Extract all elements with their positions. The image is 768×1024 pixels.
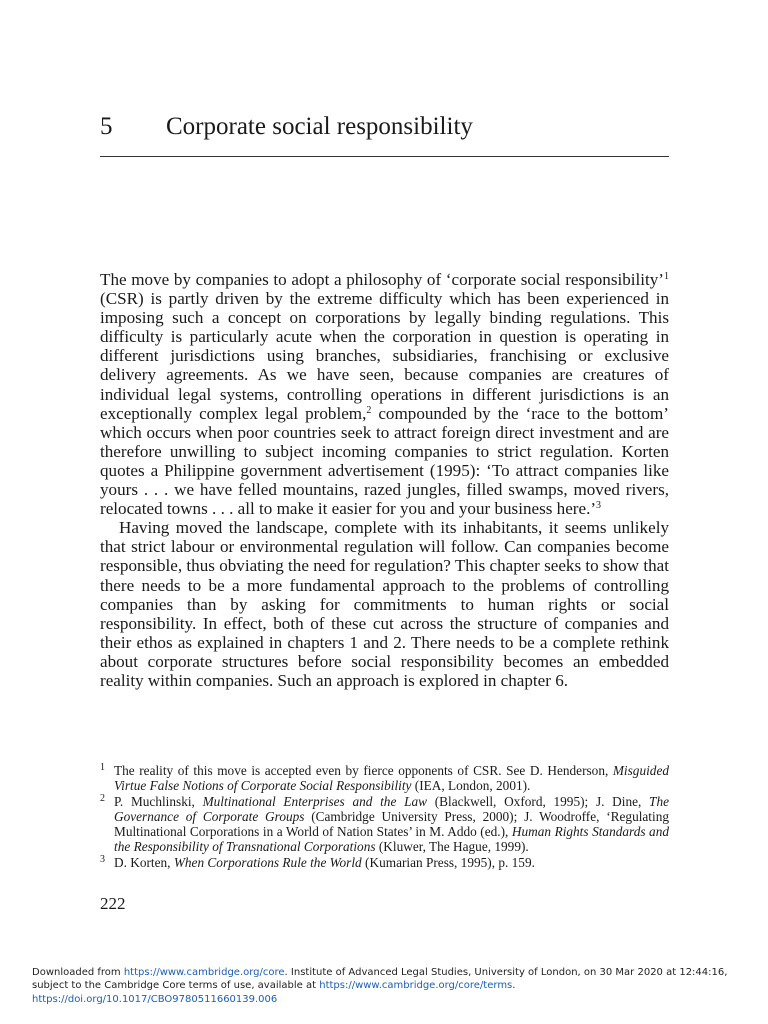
download-prefix: Downloaded from: [32, 967, 124, 978]
chapter-title: Corporate social responsibility: [166, 113, 473, 140]
download-middle: . Institute of Advanced Legal Studies, University of London, on 30 Mar 2020 at 12:44:16, subject to the Cambridge Core terms of use, available at: [32, 967, 728, 992]
chapter-heading: [100, 112, 669, 142]
footnotes: [100, 763, 669, 870]
footnote-3: [100, 855, 669, 870]
footnote-text: The reality of this move is accepted even by fierce opponents of CSR. See D. Henderson,: [114, 763, 613, 778]
footnote-text: (Cambridge University Press, 2000); J. Woodroffe, ‘Regulating Multinational Corporations in a World of Nation States’ in M. Addo (ed.),: [114, 808, 669, 840]
doi-link[interactable]: https://doi.org/10.1017/CBO9780511660139.006: [32, 993, 278, 1005]
footnote-text: (Kumarian Press, 1995), p. 159.: [361, 854, 535, 870]
paragraph-1: [100, 270, 669, 518]
footnote-title: Misguided Virtue False Notions of Corporate Social Responsibility: [114, 763, 669, 794]
heading-rule: [100, 156, 669, 157]
footnote-1: [100, 763, 669, 794]
footnote-text: D. Korten,: [114, 854, 174, 870]
download-suffix: .: [512, 980, 516, 992]
terms-link[interactable]: https://www.cambridge.org/core/terms: [319, 980, 513, 992]
paragraph-1-part-c: compounded by the ‘race to the bottom’ which occurs when poor countries seek to attract foreign direct investment and are therefore unwilling to subject incoming companies to strict regulation. Korten quotes a Philippine government advertisement (1995): ‘To attract companies like yours . . . we have felled mountains, razed jungles, filled swamps, moved rivers, relocated towns . . . all to make it easier for you and your business here.’: [100, 403, 669, 519]
chapter-number: 5: [100, 113, 113, 140]
footnote-ref-3[interactable]: 3: [596, 500, 602, 512]
paragraph-1-part-b: (CSR) is partly driven by the extreme difficulty which has been experienced in imposing such a concept on corporations by legally binding regulations. This difficulty is particularly acute when the corporation in question is operating in different jurisdictions using branches, subsidiaries, franchising or exclusive delivery agreements. As we have seen, because companies are creatures of individual legal systems, controlling operations in different jurisdictions is an exceptionally complex legal problem,: [100, 289, 669, 423]
footnote-number: 3: [100, 853, 105, 865]
footnote-text: (Blackwell, Oxford, 1995); J. Dine,: [426, 793, 650, 809]
footnote-2: [100, 794, 669, 855]
main-text: [100, 270, 669, 690]
footnote-title: Multinational Enterprises and the Law: [202, 793, 427, 809]
footnote-ref-2[interactable]: 2: [366, 404, 372, 416]
footnote-ref-1[interactable]: 1: [664, 271, 669, 282]
footnote-text: (Kluwer, The Hague, 1999).: [375, 839, 529, 855]
footnote-text: P. Muchlinski,: [114, 793, 203, 809]
footnote-number: 1: [100, 762, 105, 773]
paragraph-2: Having moved the landscape, complete with its inhabitants, it seems unlikely that strict labour or environmental regulation will follow. Can companies become responsible, thus obviating the need for regulation? This chapter seeks to show that there needs to be a more fundamental approach to the problems of controlling companies than by asking for commitments to human rights or social responsibility. In effect, both of these cut across the structure of companies and their ethos as explained in chapters 1 and 2. There needs to be a complete rethink about corporate structures before social responsibility becomes an embedded reality within companies. Such an approach is explored in chapter 6.: [100, 518, 669, 690]
footnote-title: Human Rights Standards and the Responsibility of Transnational Corporations: [114, 824, 669, 855]
footnote-number: 2: [100, 792, 105, 804]
footnote-text: (IEA, London, 2001).: [411, 778, 531, 794]
paragraph-1-part-a: The move by companies to adopt a philosophy of ‘corporate social responsibility’: [100, 270, 664, 289]
footnote-title: The Governance of Corporate Groups: [114, 793, 669, 824]
cambridge-core-link[interactable]: https://www.cambridge.org/core: [123, 967, 285, 978]
page-number: 222: [100, 894, 126, 913]
footnote-title: When Corporations Rule the World: [173, 854, 362, 870]
download-notice: [32, 966, 752, 1006]
